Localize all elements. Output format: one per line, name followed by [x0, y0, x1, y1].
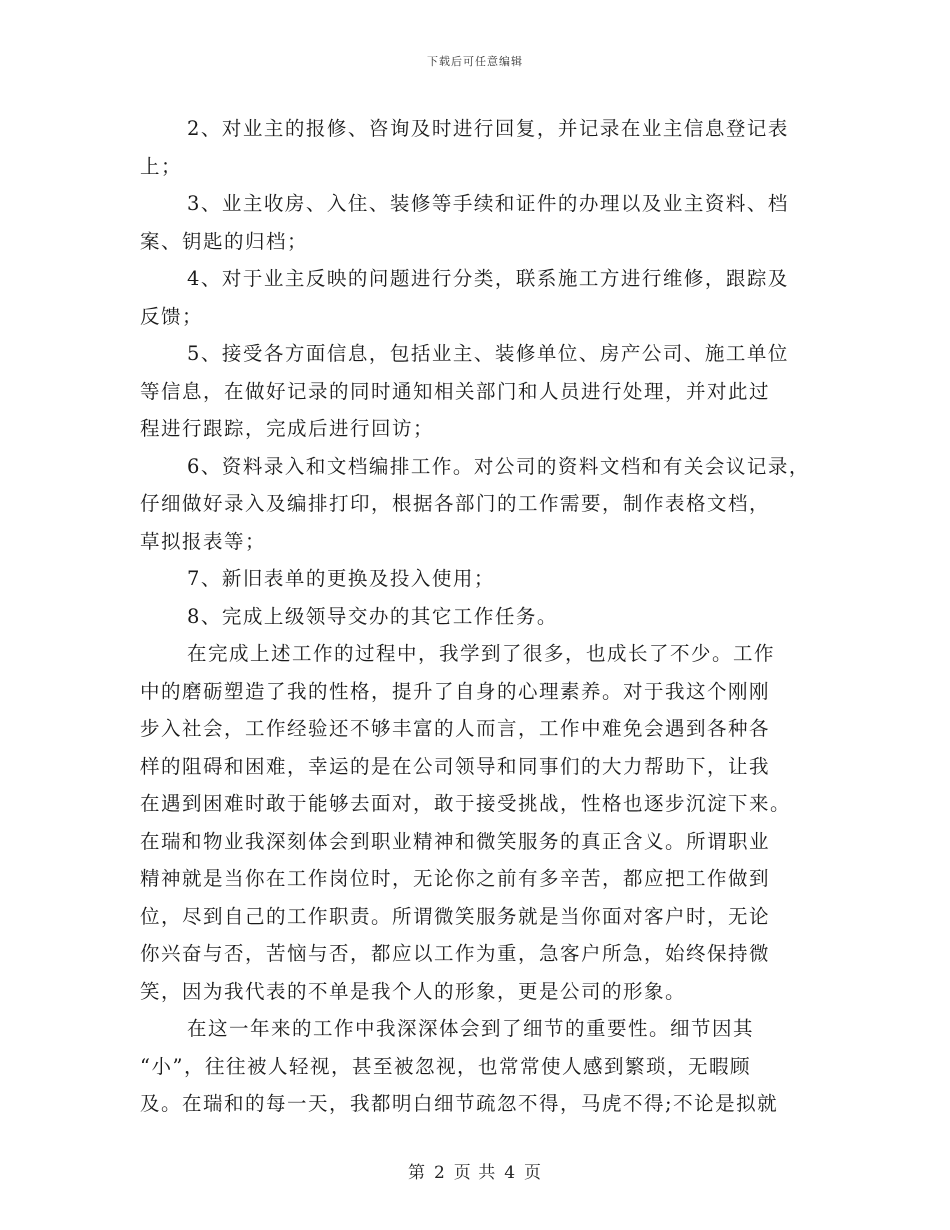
footer-page-number: 2	[433, 1163, 446, 1183]
text-line: 在完成上述工作的过程中，我学到了很多，也成长了不少。工作	[187, 642, 776, 665]
text-line: 上；	[140, 154, 183, 178]
text-line: 在遇到困难时敢于能够去面对，敢于接受挑战，性格也逐步沉淀下来。	[140, 792, 792, 815]
text-line: 你兴奋与否，苦恼与否，都应以工作为重，急客户所急，始终保持微	[140, 942, 771, 965]
text-line: 等信息，在做好记录的同时通知相关部门和人员进行处理，并对此过	[140, 379, 771, 403]
text-line: 中的磨砺塑造了我的性格，提升了自身的心理素养。对于我这个刚刚	[140, 679, 771, 703]
text-line: 在瑞和物业我深刻体会到职业精神和微笑服务的真正含义。所谓职业	[140, 829, 771, 853]
text-line: 精神就是当你在工作岗位时，无论你之前有多辛苦，都应把工作做到	[140, 867, 771, 890]
text-line: 5、接受各方面信息，包括业主、装修单位、房产公司、施工单位	[187, 342, 789, 365]
text-line: 案、钥匙的归档；	[140, 229, 309, 253]
text-line: 7、新旧表单的更换及投入使用；	[187, 567, 495, 590]
text-line: 样的阻碍和困难，幸运的是在公司领导和同事们的大力帮助下，让我	[140, 754, 771, 778]
footer-prefix: 第	[407, 1163, 426, 1183]
text-line: 反馈；	[140, 304, 204, 328]
text-line: 程进行跟踪，完成后进行回访；	[140, 417, 435, 440]
text-line: 笑，因为我代表的不单是我个人的形象，更是公司的形象。	[140, 979, 687, 1003]
footer-middle: 页 共	[453, 1163, 497, 1183]
text-line: 8、完成上级领导交办的其它工作任务。	[187, 604, 558, 628]
text-line: 步入社会，工作经验还不够丰富的人而言，工作中难免会遇到各种各	[140, 717, 771, 740]
page-footer	[0, 1158, 950, 1183]
text-line: 4、对于业主反映的问题进行分类，联系施工方进行维修，跟踪及	[187, 267, 789, 290]
text-line: 及。在瑞和的每一天，我都明白细节疏忽不得，马虎不得;不论是拟就	[140, 1092, 779, 1115]
text-line: 3、业主收房、入住、装修等手续和证件的办理以及业主资料、档	[187, 192, 789, 215]
text-line: 6、资料录入和文档编排工作。对公司的资料文档和有关会议记录，	[187, 454, 810, 478]
document-body	[140, 110, 812, 1123]
text-line: 位，尽到自己的工作职责。所谓微笑服务就是当你面对客户时，无论	[140, 904, 771, 928]
text-line: 草拟报表等；	[140, 529, 267, 553]
text-line: 仔细做好录入及编排打印，根据各部门的工作需要，制作表格文档，	[140, 492, 771, 515]
page-header: 下载后可任意编辑	[427, 55, 523, 68]
text-line: “小”，往往被人轻视，甚至被忽视，也常常使人感到繁琐，无暇顾	[140, 1054, 751, 1078]
footer-suffix: 页	[524, 1163, 543, 1183]
footer-total-pages: 4	[504, 1163, 517, 1183]
text-line: 2、对业主的报修、咨询及时进行回复，并记录在业主信息登记表	[187, 117, 789, 140]
text-line: 在这一年来的工作中我深深体会到了细节的重要性。细节因其	[187, 1017, 755, 1040]
